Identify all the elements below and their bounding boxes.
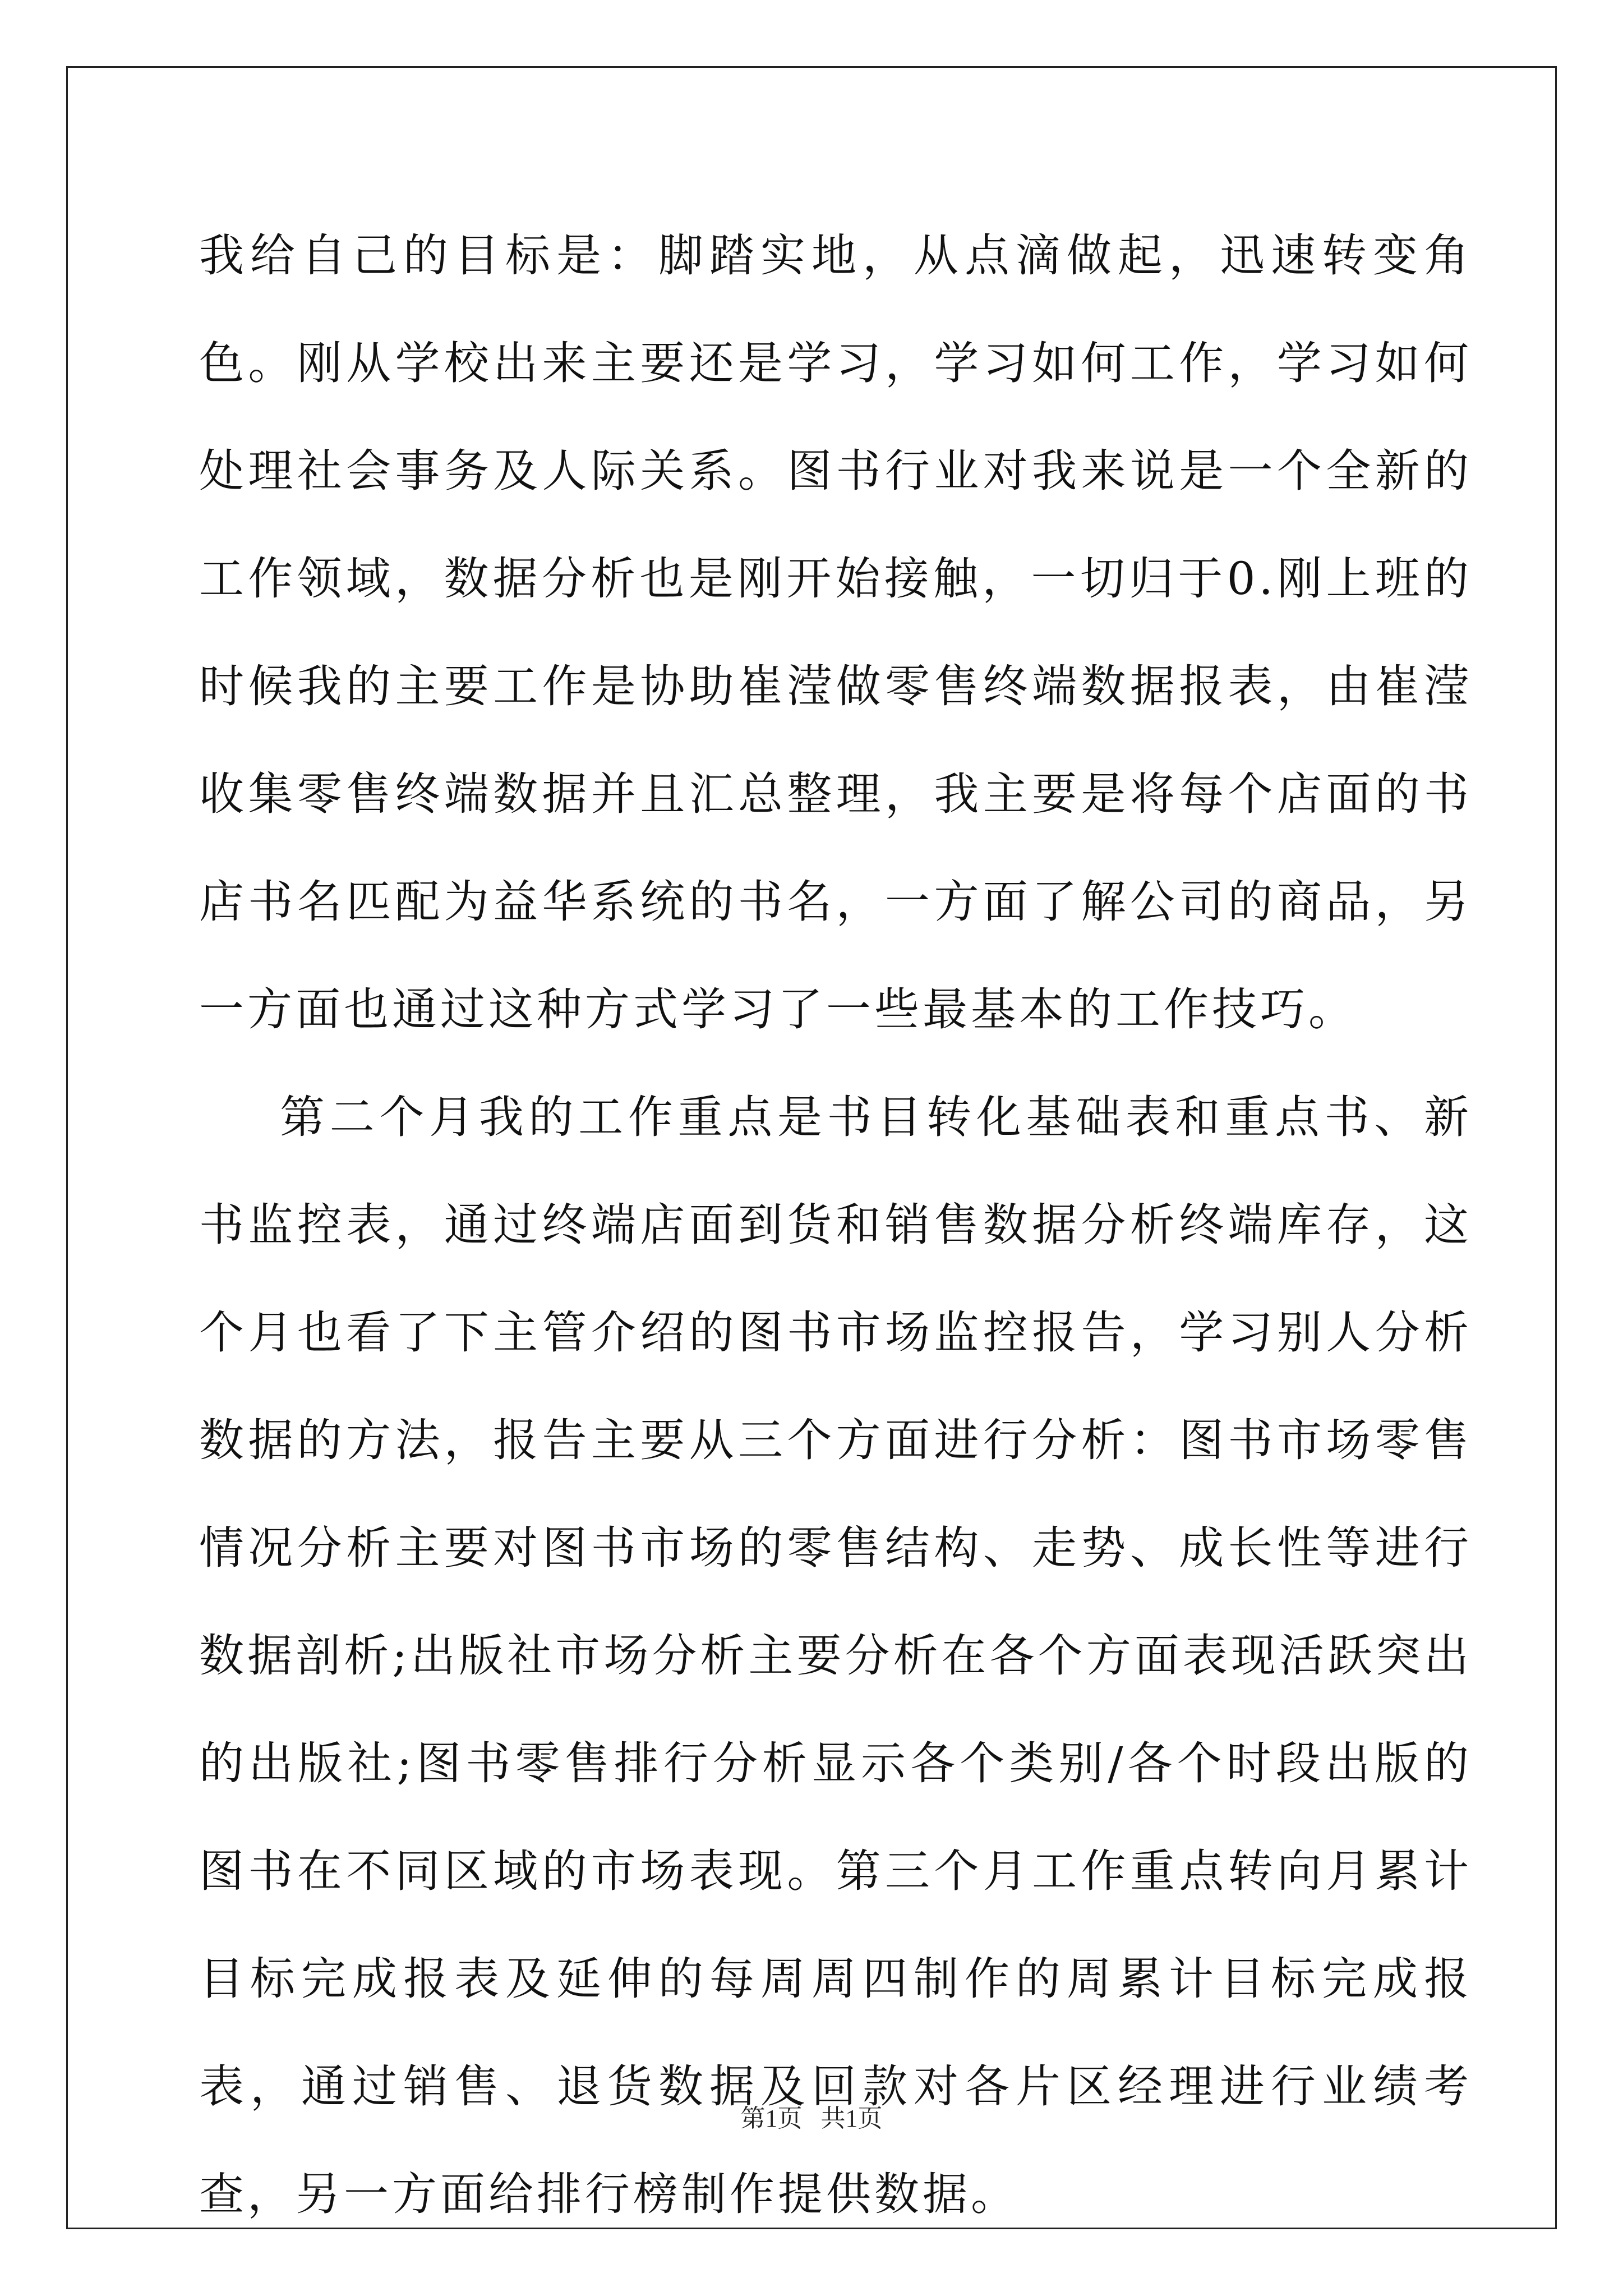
page-number-footer: 第1页 共1页 bbox=[740, 2105, 883, 2132]
document-body bbox=[199, 202, 1472, 2248]
paragraph-1: 我给自己的目标是：脚踏实地，从点滴做起，迅速转变角色。刚从学校出来主要还是学习，学习如何工作，学习如何处理社会事务及人际关系。图书行业对我来说是一个全新的工作领域，数据分析也是刚开始接触，一切归于0.刚上班的时候我的主要工作是协助崔滢做零售终端数据报表，由崔滢收集零售终端数据并且汇总整理，我主要是将每个店面的书店书名匹配为益华系统的书名，一方面了解公司的商品，另一方面也通过这种方式学习了一些最基本的工作技巧。 bbox=[199, 229, 1472, 1036]
paragraph-2: 第二个月我的工作重点是书目转化基础表和重点书、新书监控表，通过终端店面到货和销售数据分析终端库存，这个月也看了下主管介绍的图书市场监控报告，学习别人分析数据的方法，报告主要从三个方面进行分析：图书市场零售情况分析主要对图书市场的零售结构、走势、成长性等进行数据剖析;出版社市场分析主要分析在各个方面表现活跃突出的出版社;图书零售排行分析显示各个类别/各个时段出版的图书在不同区域的市场表现。第三个月工作重点转向月累计目标完成报表及延伸的每周周四制作的周累计目标完成报表，通过销售、退货数据及回款对各片区经理进行业绩考查，另一方面给排行榜制作提供数据。 bbox=[199, 1091, 1472, 2220]
